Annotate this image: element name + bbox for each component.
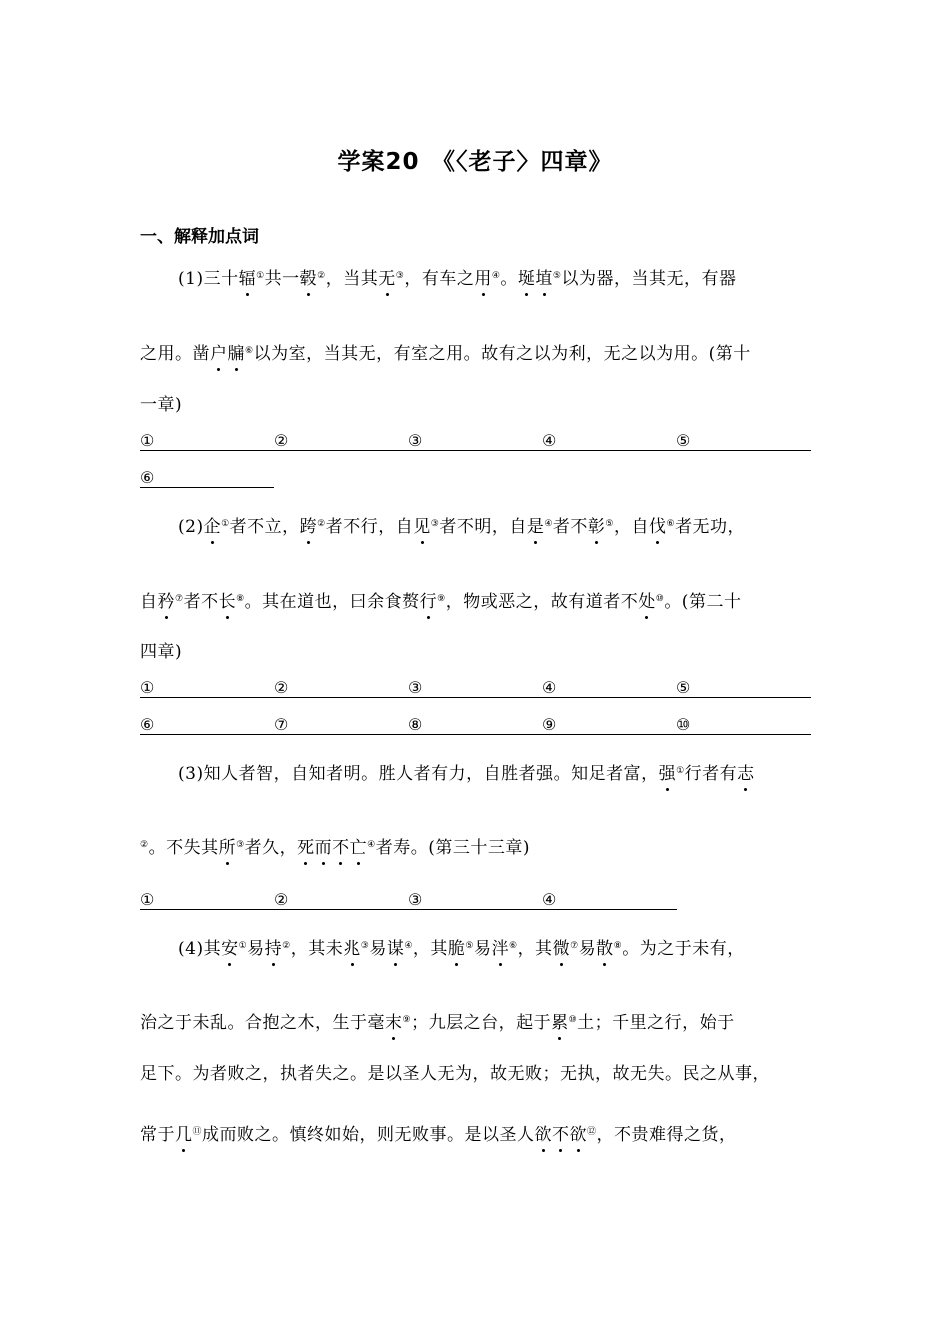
note-marker: ③	[360, 941, 370, 951]
answer-row-4	[140, 714, 811, 736]
paragraph-1-line-3: 一章)	[140, 395, 183, 415]
note-marker: ②	[282, 941, 291, 951]
paragraph-3-line-1	[178, 763, 755, 785]
note-marker: ⑦	[570, 941, 579, 951]
text: ，其	[517, 939, 553, 959]
text: ，其	[412, 939, 448, 959]
dotted-char: 牖	[227, 344, 245, 364]
dotted-char: 而	[314, 838, 333, 858]
note-marker: ③	[236, 840, 245, 850]
dotted-char: 亡	[349, 838, 368, 858]
text: ，自	[613, 517, 649, 537]
answer-row-5	[140, 889, 677, 911]
text: (4)其	[178, 939, 222, 959]
dotted-char: 见	[413, 517, 431, 537]
dotted-char: 不	[332, 838, 350, 858]
text: 。不失其	[148, 838, 219, 858]
dotted-char: 所	[218, 838, 237, 858]
answer-blank[interactable]: ⑤	[676, 430, 811, 451]
note-marker: ⑤	[605, 519, 614, 529]
answer-blank[interactable]: ②	[274, 430, 408, 451]
text: 治之于未乱。合抱之木，生于毫	[140, 1013, 385, 1033]
answer-blank[interactable]: ③	[408, 677, 542, 698]
answer-blank[interactable]: ①	[140, 677, 274, 698]
note-marker: ③	[430, 519, 440, 529]
text: 土；千里之行，始于	[577, 1013, 735, 1033]
text: 者不行，自	[325, 517, 414, 537]
text: (2)	[178, 517, 204, 537]
paragraph-2-line-3: 四章)	[140, 642, 183, 662]
dotted-char: 欲	[534, 1125, 553, 1145]
note-marker: ⑧	[613, 941, 623, 951]
text: 易	[473, 939, 492, 959]
answer-blank[interactable]: ④	[542, 677, 676, 698]
dotted-char: 散	[596, 939, 614, 959]
dotted-char: 伐	[648, 517, 667, 537]
note-marker: ④	[367, 840, 376, 850]
dotted-char: 跨	[299, 517, 318, 537]
text: 者久，	[244, 838, 298, 858]
text: ，有车之	[404, 269, 475, 289]
note-marker: ⑩	[568, 1015, 578, 1025]
note-marker: ⑤	[552, 271, 562, 281]
text: 者不明，自	[439, 517, 527, 537]
note-marker: ⑨	[402, 1015, 412, 1025]
note-marker: ⑥	[508, 941, 518, 951]
dotted-char: 不	[552, 1125, 570, 1145]
answer-blank[interactable]: ⑤	[676, 677, 811, 698]
dotted-char: 欲	[569, 1125, 588, 1145]
dotted-char: 持	[264, 939, 283, 959]
note-marker: ⑧	[236, 594, 245, 604]
note-marker: ⑨	[437, 594, 446, 604]
paragraph-4-line-1	[178, 938, 745, 960]
paragraph-2-line-1	[178, 516, 745, 538]
text: 以为器，当其无，有器	[561, 269, 737, 289]
text: 常于	[140, 1125, 175, 1145]
dotted-char: 死	[297, 838, 315, 858]
note-marker: ②	[140, 840, 149, 850]
text: 者寿。(第三十三章)	[375, 838, 530, 858]
dotted-char: 埏	[517, 269, 536, 289]
paragraph-4-line-3: 足下。为者败之，执者失之。是以圣人无为，故无败；无执，故无失。民之从事，	[140, 1064, 770, 1084]
paragraph-3-line-2	[140, 837, 530, 859]
answer-blank[interactable]: ⑥	[140, 714, 274, 735]
note-marker: ①	[676, 766, 685, 776]
dotted-char: 是	[526, 517, 545, 537]
answer-row-3	[140, 677, 811, 699]
note-marker: ②	[317, 519, 326, 529]
answer-blank[interactable]: ②	[274, 677, 408, 698]
text: ，物或恶之，故有道者不	[445, 592, 639, 612]
text: (3)知人者智，自知者明。胜人者有力，自胜者强。知足者富，	[178, 764, 659, 784]
text: 易	[578, 939, 597, 959]
dotted-char: 泮	[491, 939, 509, 959]
note-marker: ①	[238, 941, 248, 951]
note-marker: ①	[221, 519, 230, 529]
dotted-char: 户	[210, 344, 228, 364]
note-marker: ⑤	[465, 941, 474, 951]
note-marker: ⑫	[587, 1127, 597, 1137]
text: 易	[369, 939, 387, 959]
note-marker: ④	[491, 271, 501, 281]
paragraph-2-line-2	[140, 591, 741, 613]
dotted-char: 累	[551, 1013, 569, 1033]
text: 行者有	[684, 764, 738, 784]
dotted-char: 处	[638, 592, 656, 612]
answer-blank[interactable]: ③	[408, 430, 542, 451]
text: 。为之于未有，	[622, 939, 745, 959]
dotted-char: 几	[175, 1125, 193, 1145]
text: 以为室，当其无，有室之用。故有之以为利，无之以为用。(第十	[253, 344, 751, 364]
paragraph-1-line-2	[140, 343, 751, 365]
text: 者无功，	[675, 517, 746, 537]
paragraph-4-line-4	[140, 1124, 737, 1146]
answer-blank[interactable]: ④	[542, 430, 676, 451]
answer-blank[interactable]: ⑩	[676, 714, 811, 735]
text: 者不	[183, 592, 219, 612]
dotted-char: 行	[419, 592, 438, 612]
dotted-char: 志	[737, 764, 755, 784]
text: 者不	[552, 517, 588, 537]
text: 成而败之。慎终如始，则无败事。是以圣人	[202, 1125, 535, 1145]
dotted-char: 用	[474, 269, 492, 289]
dotted-char: 无	[378, 269, 396, 289]
note-marker: ⑥	[245, 346, 254, 356]
dotted-char: 矜	[157, 592, 175, 612]
answer-row-2	[140, 467, 274, 489]
text: 。	[500, 269, 518, 289]
note-marker: ④	[404, 941, 413, 951]
text: 共一	[264, 269, 300, 289]
answer-blank[interactable]: ④	[542, 889, 677, 910]
dotted-char: 企	[203, 517, 222, 537]
answer-blank[interactable]: ⑨	[542, 714, 676, 735]
note-marker: ④	[544, 519, 553, 529]
answer-blank[interactable]: ①	[140, 430, 274, 451]
note-marker: ⑦	[175, 594, 184, 604]
dotted-char: 长	[218, 592, 237, 612]
dotted-char: 微	[552, 939, 571, 959]
dotted-char: 埴	[535, 269, 553, 289]
note-marker: ③	[395, 271, 405, 281]
note-marker: ⑩	[655, 594, 665, 604]
answer-blank[interactable]: ⑥	[140, 467, 274, 488]
note-marker: ⑪	[192, 1127, 203, 1137]
text: 自	[140, 592, 158, 612]
page-title: 学案20 《〈老子〉四章》	[337, 149, 613, 175]
answer-blank[interactable]: ⑧	[408, 714, 542, 735]
paragraph-4-line-2	[140, 1012, 735, 1034]
text: 。(第二十	[664, 592, 742, 612]
dotted-char: 谋	[386, 939, 405, 959]
dotted-char: 兆	[343, 939, 361, 959]
answer-row-1	[140, 430, 811, 452]
dotted-char: 毂	[299, 269, 318, 289]
note-marker: ⑥	[666, 519, 676, 529]
dotted-char: 安	[221, 939, 239, 959]
dotted-char: 彰	[587, 517, 606, 537]
text: 之用。凿	[140, 344, 210, 364]
text: ；九层之台，起于	[411, 1013, 552, 1033]
answer-blank[interactable]: ②	[274, 889, 408, 910]
text: ，其未	[290, 939, 344, 959]
paragraph-1-line-1	[178, 268, 736, 290]
dotted-char: 辐	[238, 269, 257, 289]
text: 者不立，	[229, 517, 300, 537]
note-marker: ①	[256, 271, 265, 281]
answer-blank[interactable]: ⑦	[274, 714, 408, 735]
answer-blank[interactable]: ③	[408, 889, 542, 910]
dotted-char: 末	[385, 1013, 403, 1033]
dotted-char: 脆	[447, 939, 466, 959]
note-marker: ②	[317, 271, 326, 281]
text: 易	[247, 939, 265, 959]
text: 。其在道也，曰余食赘	[244, 592, 420, 612]
answer-blank[interactable]: ①	[140, 889, 274, 910]
section-heading: 一、解释加点词	[140, 227, 259, 247]
text: ，不贵难得之货，	[596, 1125, 737, 1145]
text: (1)三十	[178, 269, 239, 289]
dotted-char: 强	[658, 764, 677, 784]
text: ，当其	[325, 269, 379, 289]
